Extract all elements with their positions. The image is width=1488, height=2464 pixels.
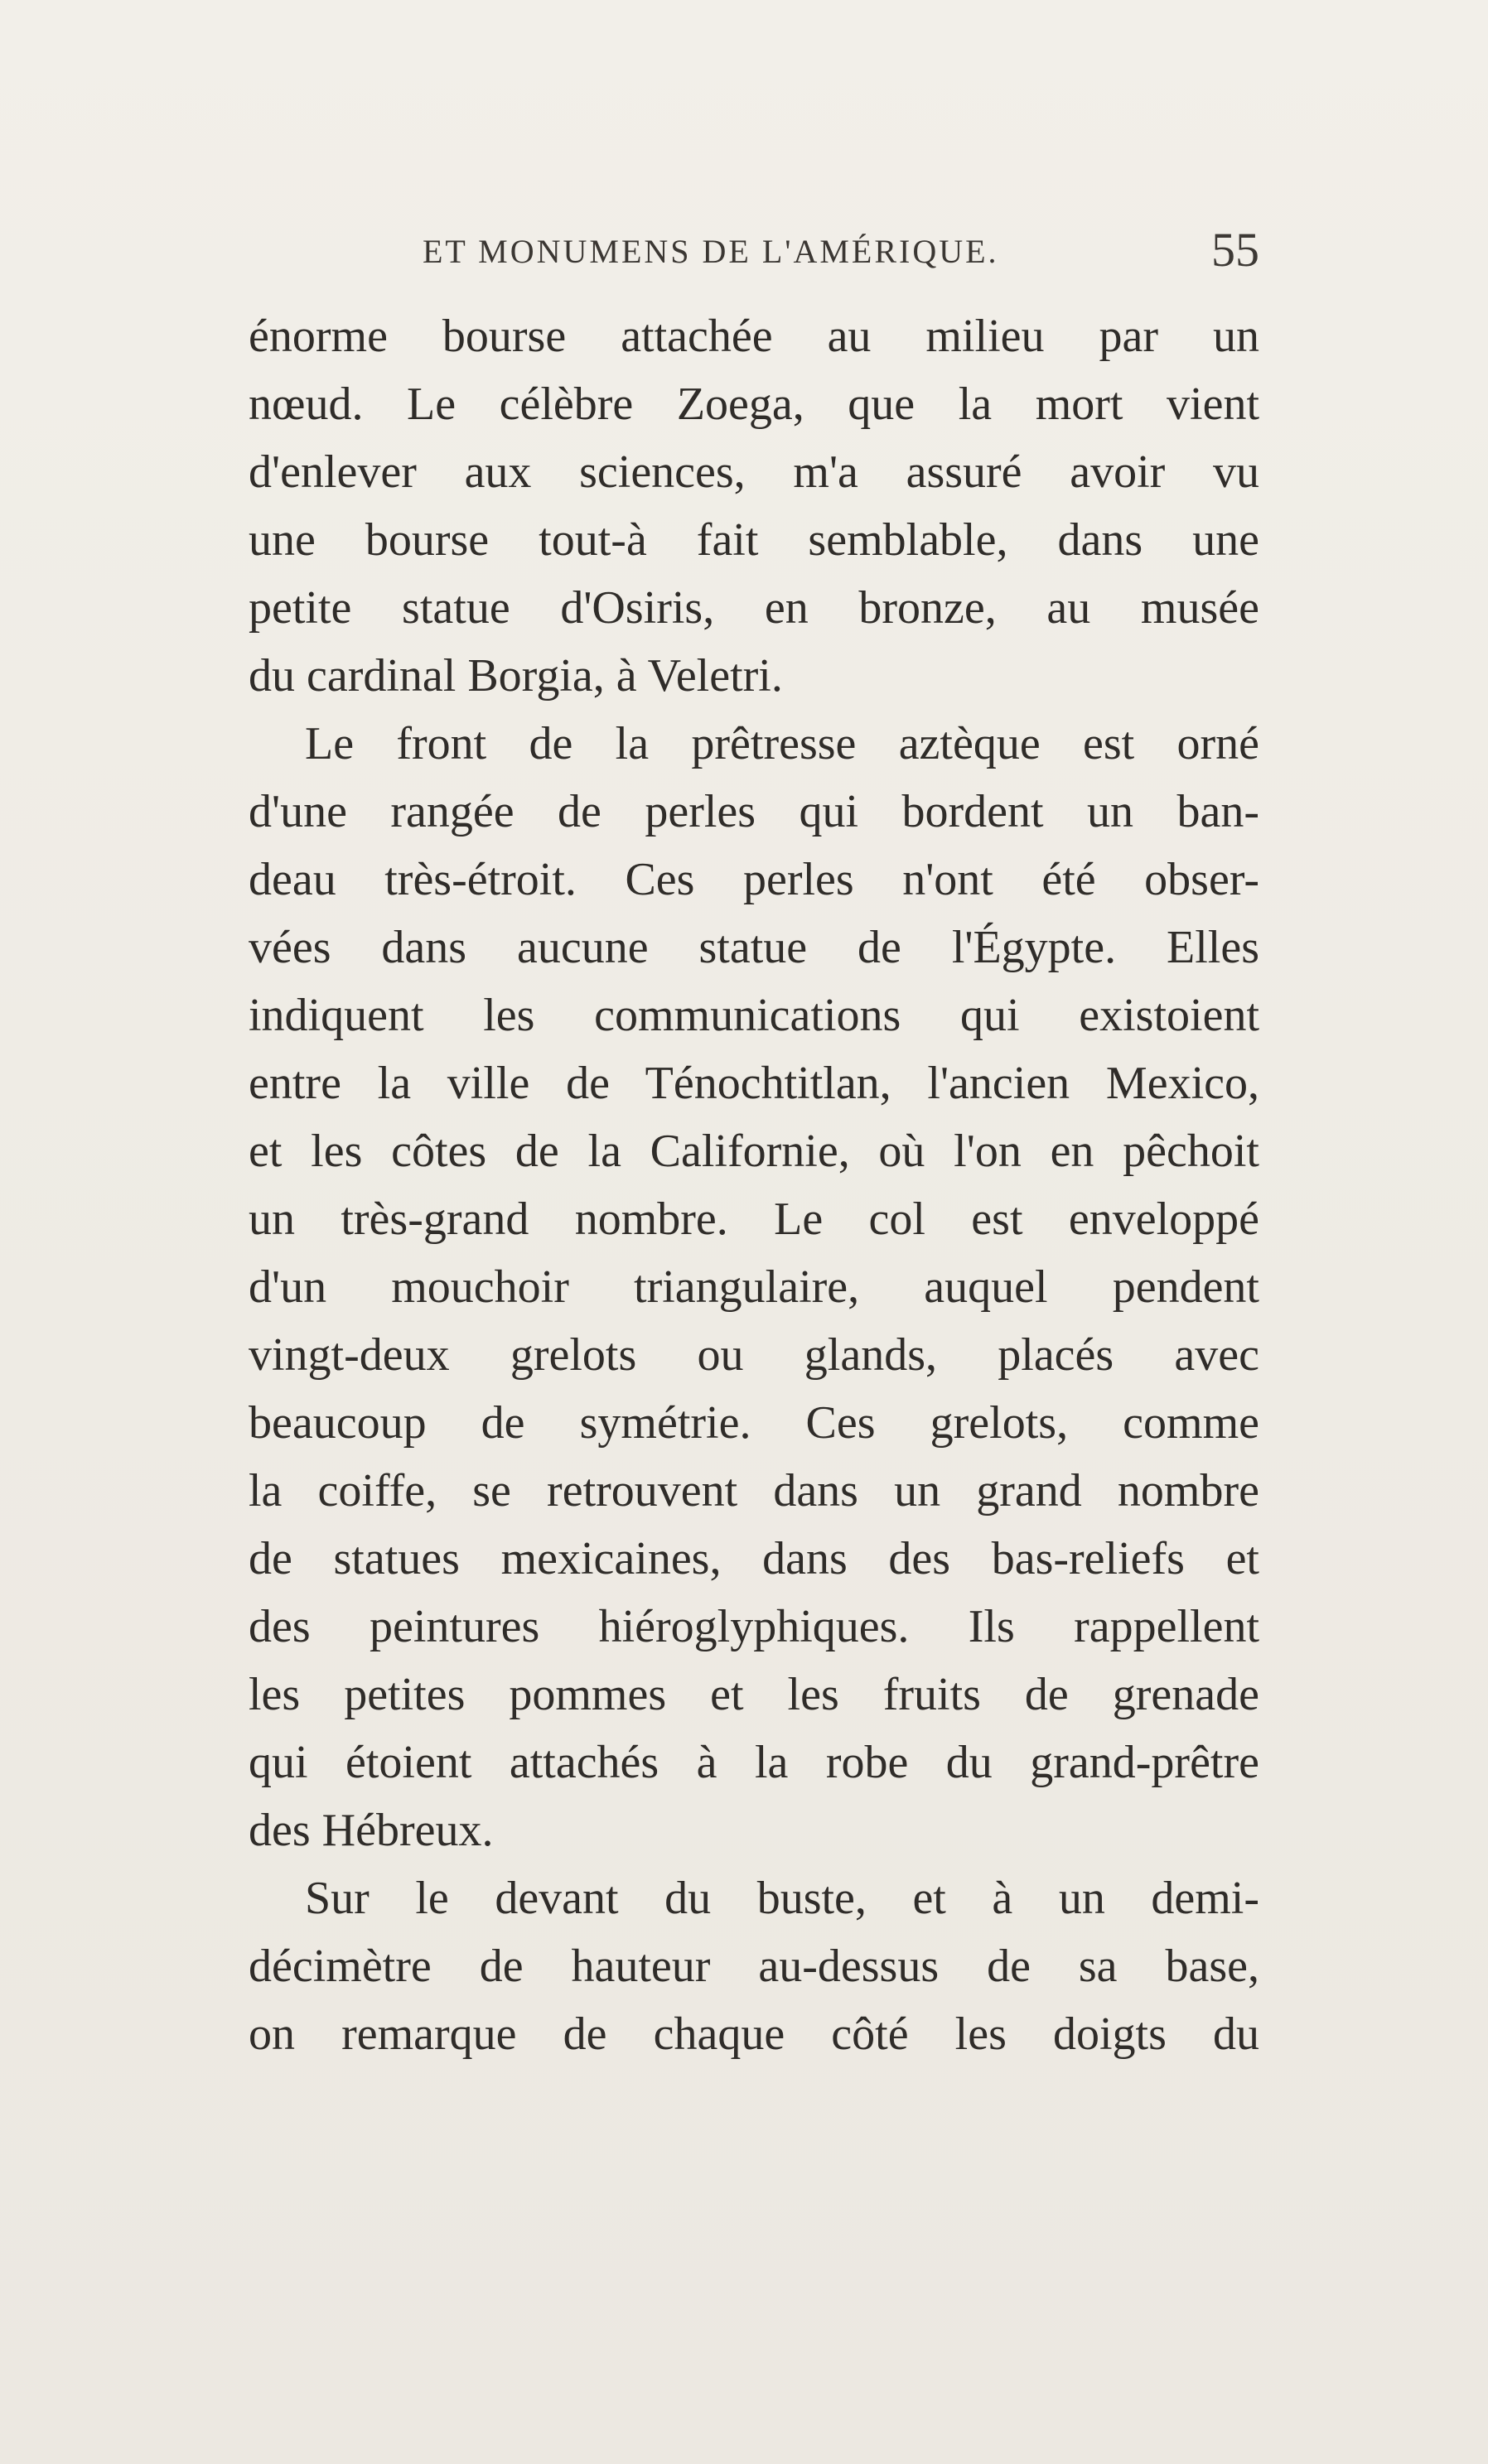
text-line: un très-grand nombre. Le col est enveloppé [249,1193,1259,1245]
text-line: indiquent les communications qui existoient [249,990,1259,1041]
page-number: 55 [1211,223,1259,277]
text-line: des Hébreux. [249,1805,494,1856]
text-line: qui étoient attachés à la robe du grand-prêtre [249,1737,1259,1788]
text-line: Le front de la prêtresse aztèque est orné [305,718,1259,769]
body-text [249,302,1259,2068]
text-line: énorme bourse attachée au milieu par un [249,311,1259,362]
running-title: ET MONUMENS DE L'AMÉRIQUE. [423,233,999,270]
text-line: Sur le devant du buste, et à un demi- [305,1873,1259,1924]
text-line: et les côtes de la Californie, où l'on en pêchoit [249,1126,1259,1177]
text-line: petite statue d'Osiris, en bronze, au musée [249,582,1259,634]
text-line: la coiffe, se retrouvent dans un grand nombre [249,1465,1259,1516]
text-line: beaucoup de symétrie. Ces grelots, comme [249,1397,1259,1449]
text-line: nœud. Le célèbre Zoega, que la mort vient [249,379,1259,430]
text-line: vingt-deux grelots ou glands, placés avec [249,1329,1259,1381]
text-line: d'enlever aux sciences, m'a assuré avoir vu [249,446,1259,498]
text-line: une bourse tout-à fait semblable, dans une [249,514,1259,566]
text-line: de statues mexicaines, dans des bas-reliefs et [249,1533,1259,1584]
text-line: décimètre de hauteur au-dessus de sa base, [249,1941,1259,1992]
text-line: les petites pommes et les fruits de grenade [249,1669,1259,1720]
text-line: deau très-étroit. Ces perles n'ont été obser- [249,854,1259,905]
text-line: d'un mouchoir triangulaire, auquel pendent [249,1261,1259,1313]
text-line: du cardinal Borgia, à Veletri. [249,650,783,702]
text-line: entre la ville de Ténochtitlan, l'ancien Mexico, [249,1058,1259,1109]
text-line: on remarque de chaque côté les doigts du [249,2008,1259,2060]
text-line: d'une rangée de perles qui bordent un ban- [249,786,1259,837]
text-line: des peintures hiéroglyphiques. Ils rappellent [249,1601,1259,1652]
page-header [249,222,1259,288]
text-line: vées dans aucune statue de l'Égypte. Elles [249,922,1259,973]
